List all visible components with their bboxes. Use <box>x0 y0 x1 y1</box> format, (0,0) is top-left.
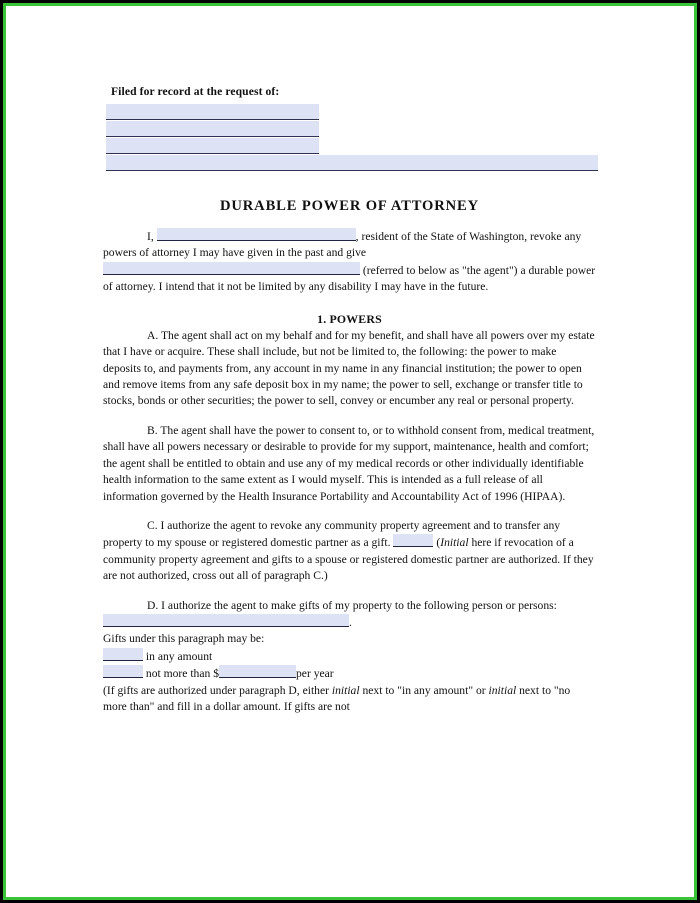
principal-name-field[interactable] <box>157 228 356 241</box>
intro-line-4: a durable power of attorney. I intend that it not be limited by any disability I may <box>103 263 596 294</box>
gifts-may-be-label: Gifts under this paragraph may be: <box>103 632 265 646</box>
gift-limit-amount-field[interactable] <box>219 665 296 678</box>
paragraph-c <box>103 518 596 585</box>
filed-for-record-fields <box>106 104 596 171</box>
closing-note-italic-1: initial <box>331 683 360 697</box>
gift-option-limited <box>103 665 596 682</box>
spacer <box>103 215 596 228</box>
filed-for-record-label: Filed for record at the request of: <box>111 85 280 98</box>
paragraph-c-line-2: to transfer any property to my spouse or registered domestic partner as a gift. <box>103 518 561 550</box>
filed-record-line-1[interactable] <box>106 104 319 120</box>
paragraph-b <box>103 423 596 505</box>
intro-before-name: I, <box>147 229 154 243</box>
paragraph-d <box>103 598 596 632</box>
page-accent-border <box>3 3 697 900</box>
paragraph-d-line-1: D. I authorize the agent to make gifts of my property to the following <box>147 598 469 612</box>
gift-option-any-amount <box>103 648 596 665</box>
paragraph-d-person-label: person or persons: <box>471 598 557 612</box>
filed-record-line-2[interactable] <box>106 121 319 137</box>
gift-limit-label: not more than $ <box>145 667 219 681</box>
intro-line-5: have in the future. <box>403 280 489 294</box>
paragraph-c-rest: here if revocation of a community property agreement and gifts to a spouse or registered domestic partner are authorized. If they are not authorized, cross out all of paragraph C.) <box>103 536 594 583</box>
paragraph-c-line-1: C. I authorize the agent to revoke any community property agreement and <box>147 518 491 532</box>
paragraph-b-text: B. The agent shall have the power to consent to, or to withhold consent from, medical treatment, shall have all powers necessary or desirable to provide for my support, maintenance, health and comfort; the agent shall be entitled to obtain and use any of my medical records or other individually identifiable health information to the same extent as I would myself. This is intended as a full release of all information governed by the Health Insurance Portability and Accountability Act of 1996 (HIPAA). <box>103 423 595 503</box>
closing-note-italic-2: initial <box>488 683 517 697</box>
section-heading-powers: 1. POWERS <box>317 312 382 327</box>
paragraph-a <box>103 328 596 410</box>
intro-line-2: revoke any powers of attorney I may have given in the past and give <box>103 229 582 260</box>
paragraph-a-text: A. The agent shall act on my behalf and for my benefit, and shall have all powers over my estate that I have or acquire. These shall include, but not be limited to, the following: the power to make deposits to, and payments from, any account in my name in any financial institution; the power to open and remove items from any safe deposit box in my name; the power to sell, exchange or transfer title to stocks, bonds or other securities; the power to sell, convey or encumber any real or personal property. <box>103 328 595 408</box>
closing-note <box>103 683 596 716</box>
document-body <box>103 84 596 715</box>
intro-after-agent: (referred to below as "the agent") <box>362 263 518 277</box>
paragraph-c-initial-field[interactable] <box>393 534 433 547</box>
intro-paragraph <box>103 228 596 296</box>
gift-limit-initial-field[interactable] <box>103 665 143 678</box>
gift-recipients-field[interactable] <box>103 614 349 627</box>
paragraph-c-paren-open: ( <box>436 536 441 550</box>
intro-after-name: , resident of the State of Washington, <box>355 229 528 243</box>
gift-any-amount-label: in any amount <box>145 649 213 663</box>
gift-limit-suffix: per year <box>296 667 334 681</box>
closing-note-part-3: next to "no more than" and fill in a dollar amount. If gifts are not <box>103 683 571 713</box>
gift-any-amount-initial-field[interactable] <box>103 648 143 661</box>
document-page <box>6 6 694 897</box>
filed-record-line-3[interactable] <box>106 138 319 154</box>
filed-record-line-4[interactable] <box>106 155 598 171</box>
paragraph-c-initial-word: Initial <box>440 536 469 550</box>
closing-note-part-1: (If gifts are authorized under paragraph D, either <box>103 683 332 697</box>
document-title: DURABLE POWER OF ATTORNEY <box>220 198 479 215</box>
closing-note-part-2: next to "in any amount" or <box>359 683 489 697</box>
agent-name-field[interactable] <box>103 262 360 275</box>
paragraph-d-period: . <box>349 615 352 629</box>
